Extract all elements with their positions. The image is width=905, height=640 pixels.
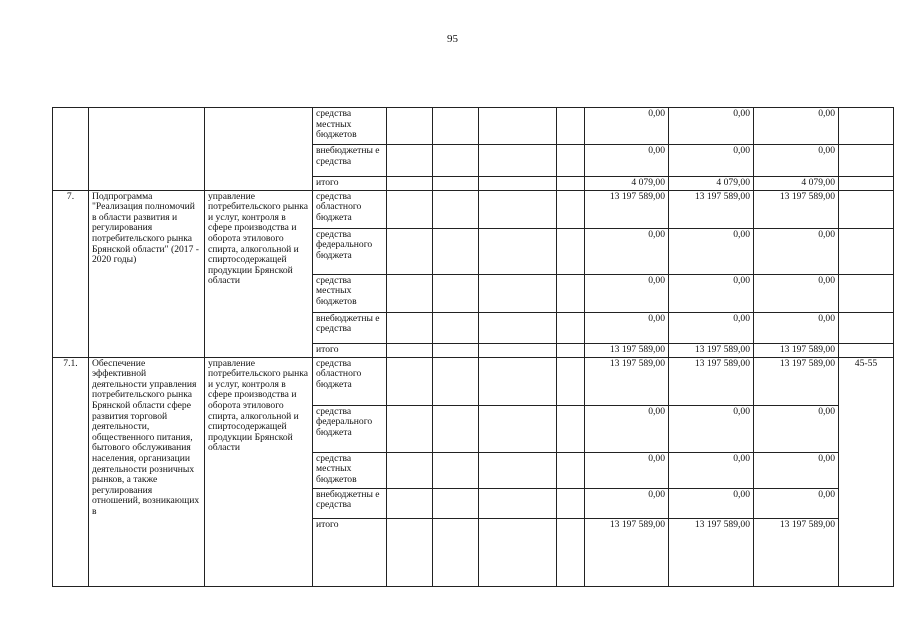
funding-source-cell: итого	[313, 177, 387, 191]
value-cell: 0,00	[669, 228, 754, 274]
funding-source-cell: внебюджетны е средства	[313, 488, 387, 518]
value-cell: 0,00	[754, 228, 839, 274]
page-number: 95	[447, 33, 458, 45]
value-cell: 0,00	[585, 488, 669, 518]
value-cell: 13 197 589,00	[585, 190, 669, 228]
funding-source-cell: внебюджетны е средства	[313, 145, 387, 177]
value-cell: 0,00	[669, 488, 754, 518]
value-cell: 4 079,00	[669, 177, 754, 191]
executor-cell: управление потребительского рынка и услуг, контроля в сфере производства и оборота этилового спирта, алкогольной и спиртосодержащей продукции Брянской области	[205, 190, 313, 357]
table-row	[53, 190, 894, 228]
value-cell: 0,00	[669, 452, 754, 488]
value-cell: 0,00	[754, 312, 839, 343]
row-number: 7.1.	[53, 357, 89, 586]
value-cell: 0,00	[585, 228, 669, 274]
funding-source-cell: средства областного бюджета	[313, 190, 387, 228]
value-cell: 13 197 589,00	[669, 343, 754, 357]
value-cell: 0,00	[669, 274, 754, 312]
value-cell: 0,00	[754, 488, 839, 518]
value-cell: 0,00	[585, 405, 669, 452]
value-cell: 0,00	[585, 274, 669, 312]
value-cell: 0,00	[754, 145, 839, 177]
value-cell: 0,00	[585, 108, 669, 145]
value-cell: 0,00	[754, 452, 839, 488]
value-cell: 13 197 589,00	[585, 343, 669, 357]
program-name-cell: Подпрограмма "Реализация полномочий в области развития и регулирования потребительского рынка Брянской области" (2017 - 2020 годы)	[89, 190, 205, 357]
value-cell: 0,00	[754, 108, 839, 145]
funding-source-cell: средства местных бюджетов	[313, 452, 387, 488]
funding-source-cell: итого	[313, 518, 387, 586]
value-cell: 0,00	[669, 145, 754, 177]
funding-source-cell: средства областного бюджета	[313, 357, 387, 405]
value-cell: 13 197 589,00	[754, 518, 839, 586]
funding-source-cell: внебюджетны е средства	[313, 312, 387, 343]
table-row	[53, 357, 894, 405]
value-cell: 0,00	[585, 452, 669, 488]
value-cell: 0,00	[585, 312, 669, 343]
value-cell: 13 197 589,00	[585, 518, 669, 586]
funding-source-cell: средства местных бюджетов	[313, 108, 387, 145]
value-cell: 13 197 589,00	[585, 357, 669, 405]
value-cell: 13 197 589,00	[754, 343, 839, 357]
program-name-cell: Обеспечение эффективной деятельности управления потребительского рынка Брянской области сфере развития торговой деятельности, общественного питания, бытового обслуживания населения, организации деятельности розничных рынков, а также регулирования отношений, возникающих в	[89, 357, 205, 586]
value-cell: 13 197 589,00	[754, 190, 839, 228]
value-cell: 13 197 589,00	[669, 357, 754, 405]
row-number: 7.	[53, 190, 89, 357]
budget-table	[52, 107, 894, 587]
value-cell: 0,00	[669, 312, 754, 343]
value-cell: 0,00	[754, 405, 839, 452]
value-cell: 4 079,00	[585, 177, 669, 191]
value-cell: 13 197 589,00	[669, 190, 754, 228]
executor-cell: управление потребительского рынка и услуг, контроля в сфере производства и оборота этилового спирта, алкогольной и спиртосодержащей продукции Брянской области	[205, 357, 313, 586]
value-cell: 4 079,00	[754, 177, 839, 191]
funding-source-cell: средства федерального бюджета	[313, 228, 387, 274]
funding-source-cell: средства федерального бюджета	[313, 405, 387, 452]
funding-source-cell: итого	[313, 343, 387, 357]
value-cell: 13 197 589,00	[669, 518, 754, 586]
value-cell: 0,00	[754, 274, 839, 312]
funding-source-cell: средства местных бюджетов	[313, 274, 387, 312]
indicator-code-cell: 45-55	[839, 357, 894, 586]
table-row	[53, 108, 894, 145]
value-cell: 13 197 589,00	[754, 357, 839, 405]
value-cell: 0,00	[585, 145, 669, 177]
value-cell: 0,00	[669, 108, 754, 145]
value-cell: 0,00	[669, 405, 754, 452]
